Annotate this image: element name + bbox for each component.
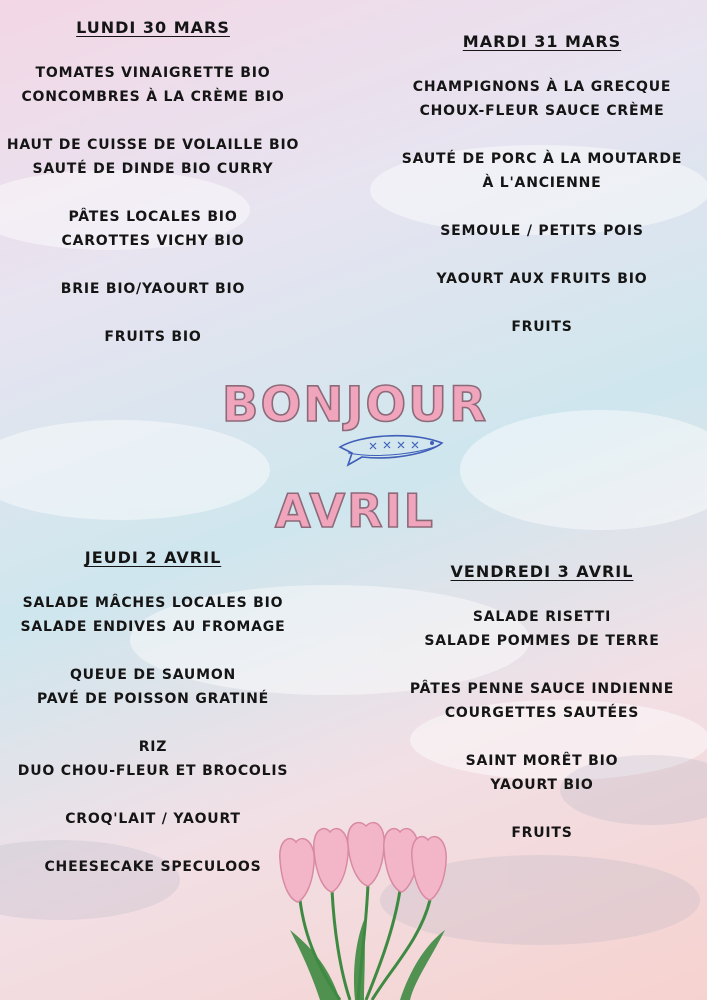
menu-group-starters xyxy=(0,61,306,109)
menu-item: FRUITS BIO xyxy=(104,329,202,345)
menu-group-dairy xyxy=(386,267,698,291)
menu-item: COURGETTES SAUTÉES xyxy=(444,705,640,721)
menu-group-dessert xyxy=(0,325,306,349)
menu-item: SALADE RISETTI xyxy=(472,609,612,625)
menu-group-sides xyxy=(0,205,306,253)
menu-group-mains xyxy=(386,677,698,725)
menu-item: CHEESECAKE SPECULOOS xyxy=(44,859,262,875)
menu-item: CONCOMBRES À LA CRÈME BIO xyxy=(21,89,285,105)
menu-item: YAOURT AUX FRUITS BIO xyxy=(436,271,648,287)
menu-item: HAUT DE CUISSE DE VOLAILLE BIO xyxy=(6,137,300,153)
menu-item: QUEUE DE SAUMON xyxy=(69,667,237,683)
menu-group-sides xyxy=(386,219,698,243)
menu-group-starters xyxy=(386,75,698,123)
menu-item: DUO CHOU-FLEUR ET BROCOLIS xyxy=(17,763,289,779)
menu-group-mains xyxy=(386,147,698,195)
banner-line1: BONJOUR xyxy=(221,377,489,433)
menu-group-dairy xyxy=(386,749,698,797)
menu-item: PAVÉ DE POISSON GRATINÉ xyxy=(36,691,270,707)
menu-item: CHOUX-FLEUR SAUCE CRÈME xyxy=(419,103,665,119)
day-title: VENDREDI 3 AVRIL xyxy=(450,562,634,581)
menu-group-starters xyxy=(386,605,698,653)
menu-item: BRIE BIO/YAOURT BIO xyxy=(60,281,246,297)
menu-item: FRUITS xyxy=(511,319,573,335)
day-monday xyxy=(0,18,306,373)
menu-item: SALADE POMMES DE TERRE xyxy=(424,633,660,649)
menu-item: FRUITS xyxy=(511,825,573,841)
bonjour-avril-banner xyxy=(200,365,510,545)
menu-item: SAINT MORÊT BIO xyxy=(465,753,619,769)
menu-group-dairy xyxy=(0,277,306,301)
menu-item: SALADE ENDIVES AU FROMAGE xyxy=(20,619,286,635)
menu-item: SALADE MÂCHES LOCALES BIO xyxy=(22,595,284,611)
menu-item: PÂTES LOCALES BIO xyxy=(68,209,238,225)
fish-icon xyxy=(340,436,442,465)
menu-group-sides xyxy=(0,735,306,783)
menu-item: CHAMPIGNONS À LA GRECQUE xyxy=(412,79,672,95)
menu-item: SAUTÉ DE DINDE BIO CURRY xyxy=(32,161,274,177)
menu-item: SAUTÉ DE PORC À LA MOUTARDE xyxy=(401,151,683,167)
menu-group-starters xyxy=(0,591,306,639)
menu-item: À L'ANCIENNE xyxy=(482,175,602,191)
menu-item: SEMOULE / PETITS POIS xyxy=(440,223,644,239)
day-title: MARDI 31 MARS xyxy=(462,32,622,51)
menu-item: PÂTES PENNE SAUCE INDIENNE xyxy=(409,681,675,697)
day-title: LUNDI 30 MARS xyxy=(76,18,230,37)
menu-group-dessert xyxy=(386,315,698,339)
menu-item: RIZ xyxy=(138,739,168,755)
tulip-bouquet-icon xyxy=(260,820,460,1000)
menu-item: CAROTTES VICHY BIO xyxy=(61,233,245,249)
menu-group-mains xyxy=(0,663,306,711)
banner-line2: AVRIL xyxy=(275,484,435,538)
menu-item: TOMATES VINAIGRETTE BIO xyxy=(35,65,271,81)
day-tuesday xyxy=(386,32,698,363)
menu-group-mains xyxy=(0,133,306,181)
menu-item: CROQ'LAIT / YAOURT xyxy=(65,811,241,827)
day-title: JEUDI 2 AVRIL xyxy=(84,548,222,567)
menu-item: YAOURT BIO xyxy=(490,777,594,793)
